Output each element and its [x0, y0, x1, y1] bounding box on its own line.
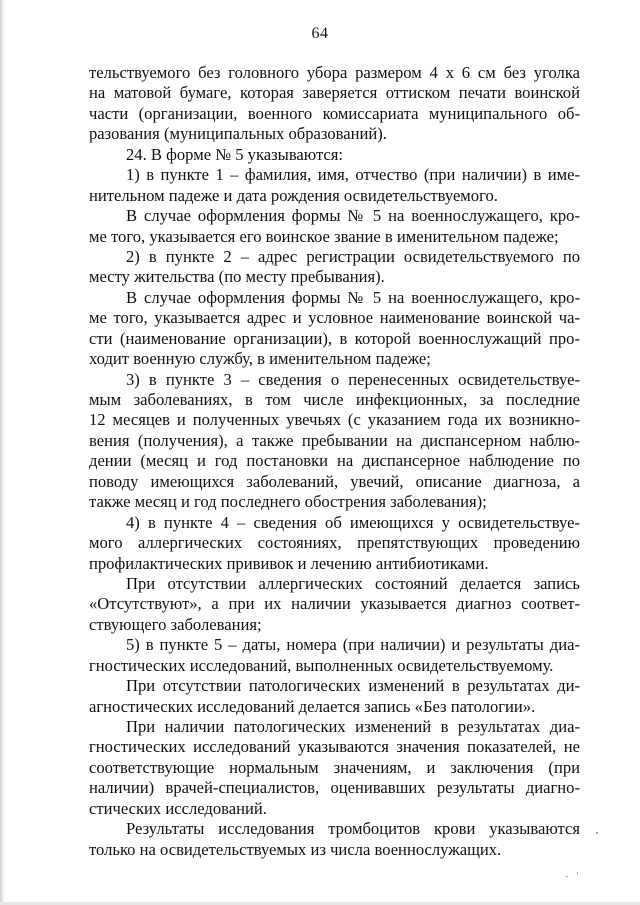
text-line: профилактических прививок и лечению антибиотиками.: [89, 553, 489, 573]
text-line: тельствуемого без головного убора размером 4 х 6 см без уголка: [89, 63, 580, 82]
text-line: ме того, указывается его воинское звание в именительном падеже;: [89, 226, 559, 246]
text-line: наличии) врачей-специалистов, оценивавших результаты диагно-: [89, 778, 580, 798]
text-line: В случае оформления формы № 5 на военнослужащего, кро-: [126, 206, 580, 226]
text-line: ствующего заболевания;: [89, 614, 262, 634]
text-line: При отсутствии аллергических состояний делается запись: [126, 573, 580, 593]
scan-speck: [596, 832, 598, 834]
text-line: 1) в пункте 1 – фамилия, имя, отчество (при наличии) в име-: [126, 165, 580, 185]
text-line: дении (месяц и год постановки на диспансерное наблюдение по: [89, 451, 580, 471]
text-line: 4) в пункте 4 – сведения об имеющихся у освидетельствуе-: [126, 512, 580, 532]
text-line: нительном падеже и дата рождения освидетельствуемого.: [89, 185, 498, 205]
text-line: на матовой бумаге, которая заверяется оттиском печати воинской: [89, 83, 580, 103]
text-line: месту жительства (по месту пребывания).: [89, 267, 385, 287]
text-line: ме того, указывается адрес и условное наименование воинской ча-: [89, 308, 580, 328]
text-line: агностических исследований делается запись «Без патологии».: [89, 696, 536, 716]
scan-speck: [566, 876, 568, 877]
text-line: мого аллергических состояниях, препятствующих проведению: [89, 533, 580, 553]
text-line: 24. В форме № 5 указываются:: [126, 144, 344, 164]
text-line: ходит военную службу, в именительном падеже;: [89, 349, 431, 369]
text-line: «Отсутствуют», а при их наличии указывается диагноз соответ-: [89, 594, 580, 614]
text-line: только на освидетельствуемых из числа военнослужащих.: [89, 839, 502, 859]
text-line: разования (муниципальных образований).: [89, 124, 387, 144]
text-line: Результаты исследования тромбоцитов крови указываются: [126, 819, 580, 839]
text-line: части (организации, военного комиссариата муниципального об-: [89, 103, 580, 123]
text-line: 5) в пункте 5 – даты, номера (при наличии) и результаты диа-: [126, 635, 580, 655]
text-line: поводу имеющихся заболеваний, увечий, описание диагноза, а: [89, 471, 580, 491]
scan-left-edge: [0, 0, 6, 905]
text-line: стических исследований.: [89, 798, 267, 818]
page-number: 64: [311, 25, 329, 42]
text-line: гностических исследований, выполненных освидетельствуемому.: [89, 655, 554, 675]
text-line: гностических исследований указываются значения показателей, не: [89, 737, 580, 757]
text-line: При отсутствии патологических изменений в результатах ди-: [126, 676, 580, 696]
text-line: 3) в пункте 3 – сведения о перенесенных освидетельствуе-: [126, 369, 580, 389]
text-line: При наличии патологических изменений в результатах диа-: [126, 717, 580, 736]
text-line: 2) в пункте 2 – адрес регистрации освидетельствуемого по: [126, 246, 580, 266]
text-line: вения (получения), а также пребывании на диспансерном наблю-: [89, 430, 580, 450]
text-line: В случае оформления формы № 5 на военнослужащего, кро-: [126, 287, 580, 307]
text-line: мым заболеваниях, в том числе инфекционных, за последние: [89, 390, 580, 409]
document-body: [89, 63, 580, 860]
text-line: сти (наименование организации), в которой военнослужащий про-: [89, 328, 580, 348]
scan-speck: [577, 872, 578, 874]
text-line: соответствующие нормальным значениям, и заключения (при: [89, 757, 580, 777]
text-line: 12 месяцев и полученных увечьях (с указанием года их возникно-: [89, 410, 580, 430]
text-line: также месяц и год последнего обострения заболевания);: [89, 492, 487, 512]
